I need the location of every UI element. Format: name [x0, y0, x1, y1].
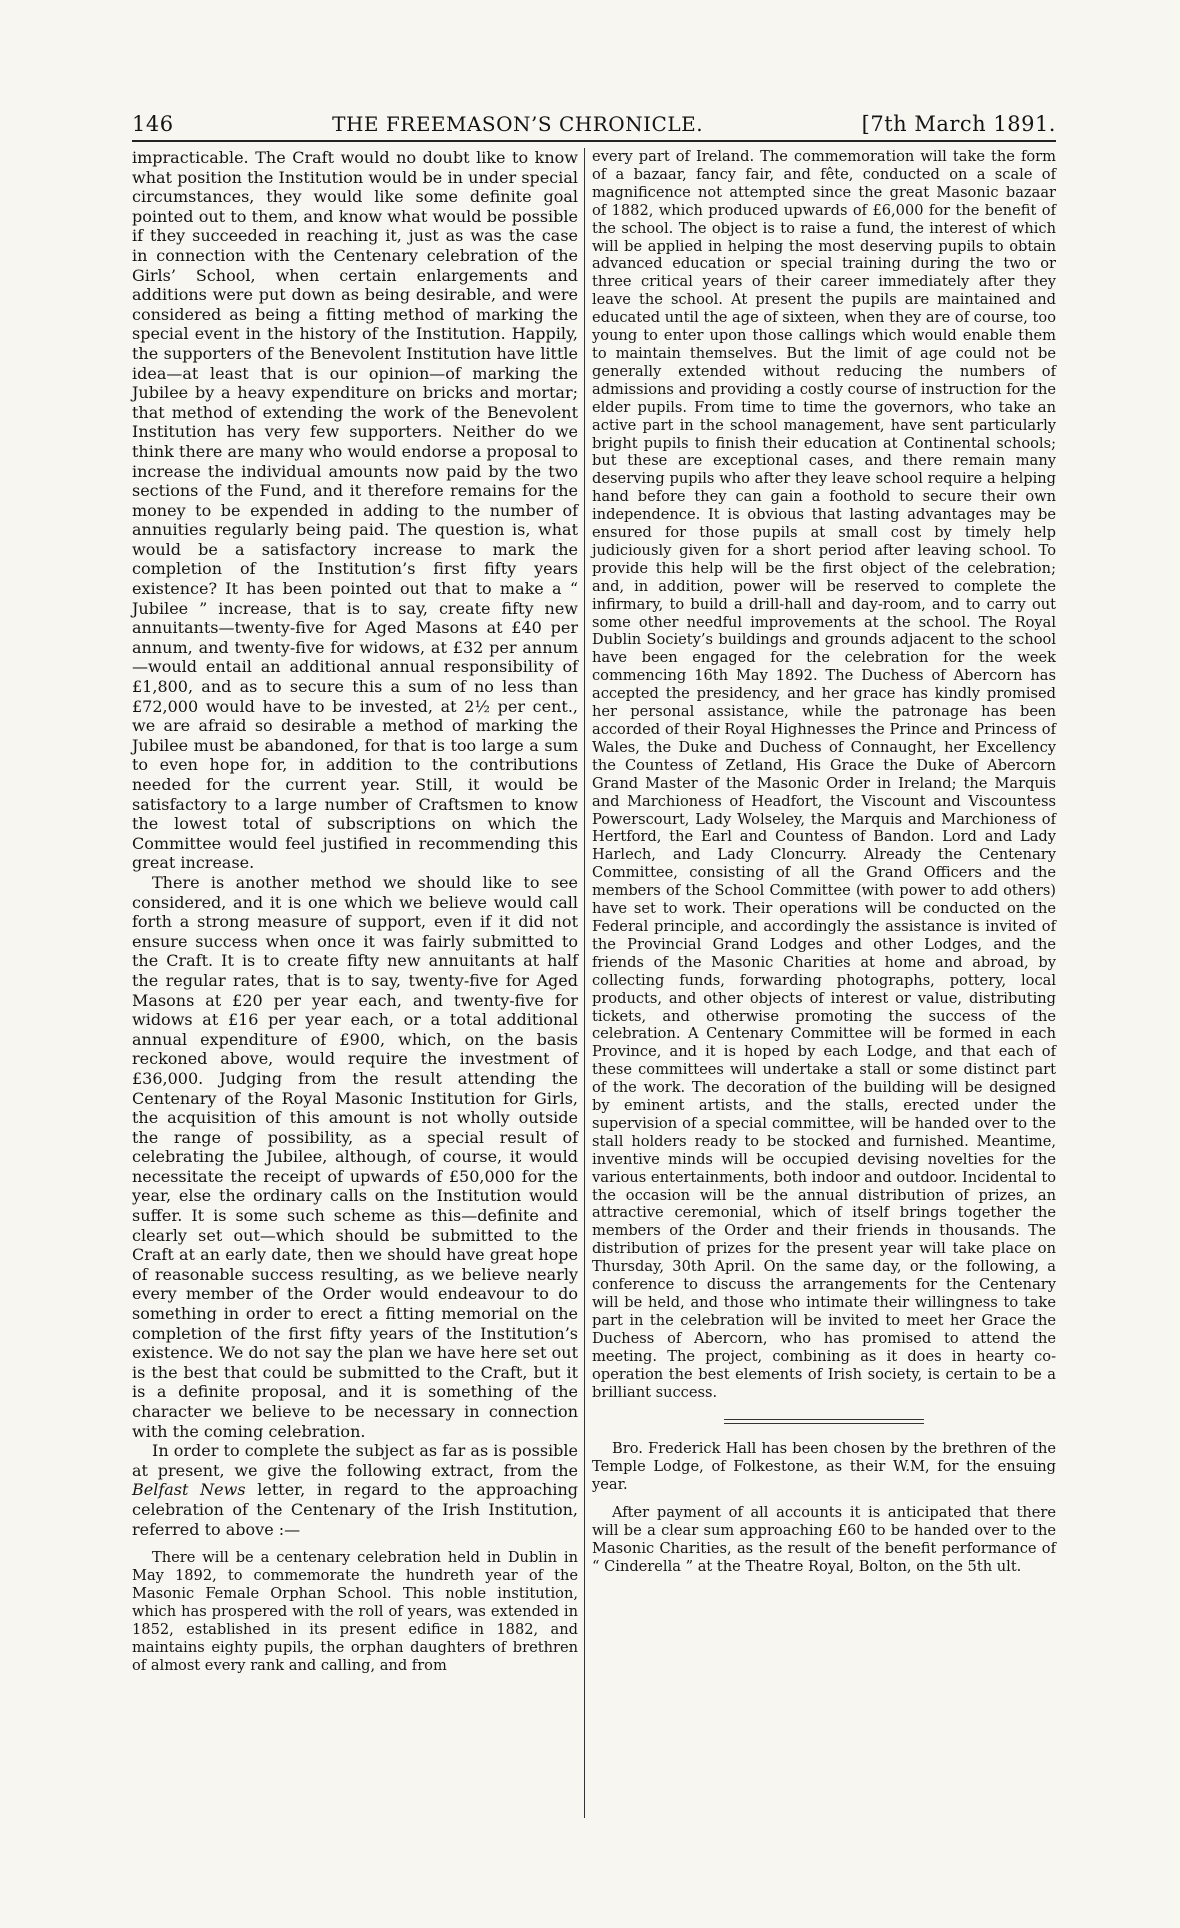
spacer	[132, 1539, 578, 1549]
newspaper-name: Belfast News	[132, 1480, 246, 1500]
paragraph: every part of Ireland. The commemoration will take the form of a bazaar, fancy fair, and fête, conducted on a scale of magnificence not attempted since the great Masonic bazaar of 1882, which produced upwards of £6,000 for the benefit of the school. The object is to raise a fund, the interest of which will be applied in helping the most deserving pupils to obtain advanced education or special training during the two or three critical years of their career immediately after they leave the school. At present the pupils are maintained and educated until the age of sixteen, when they are of course, too young to enter upon those callings which would enable them to maintain themselves. But the limit of age could not be generally extended without reducing the numbers of admissions and providing a costly course of instruction for the elder pupils. From time to time the governors, who take an active part in the school management, have sent particularly bright pupils to finish their education at Continental schools; but these are exceptional cases, and there remain many deserving pupils who after they leave school require a helping hand before they can gain a foothold to secure their own independence. It is obvious that lasting advantages may be ensured for those pupils at small cost by timely help judiciously given for a short period after leaving school. To provide this help will be the first object of the celebration; and, in addition, power will be reserved to complete the infirmary, to build a drill-hall and day-room, and to carry out some other needful improvements at the school. The Royal Dublin Society’s buildings and grounds adjacent to the school have been engaged for the celebration for the week commencing 16th May 1892. The Duchess of Abercorn has accepted the presidency, and her grace has kindly promised her personal assistance, while the patronage has been accorded of their Royal Highnesses the Prince and Princess of Wales, the Duke and Duchess of Connaught, her Excellency the Countess of Zetland, His Grace the Duke of Abercorn Grand Master of the Masonic Order in Ireland; the Marquis and Marchioness of Headfort, the Viscount and Viscountess Powerscourt, Lady Wolseley, the Marquis and Marchioness of Hertford, the Earl and Countess of Bandon. Lord and Lady Harlech, and Lady Cloncurry. Already the Centenary Committee, consisting of all the Grand Officers and the members of the School Committee (with power to add others) have set to work. Their operations will be conducted on the Federal principle, and accordingly the assistance is invited of the Provincial Grand Lodges and other Lodges, and the friends of the Masonic Charities at home and abroad, by collecting funds, forwarding photographs, pottery, local products, and other objects of interest or value, distributing tickets, and otherwise promoting the success of the celebration. A Centenary Committee will be formed in each Province, and it is hoped by each Lodge, and that each of these committees will undertake a stall or some distinct part of the work. The decoration of the building will be designed by eminent artists, and the stalls, erected under the supervision of a special committee, will be handed over to the stall holders ready to be stocked and furnished. Meantime, inventive minds will be occupied devising novelties for the various entertainments, both indoor and outdoor. Incidental to the occasion will be the annual distribution of prizes, an attractive ceremonial, which of itself brings together the members of the Order and their friends in thousands. The distribution of prizes for the present year will take place on Thursday, 30th April. On the same day, or the following, a conference to discuss the arrangements for the Centenary will be held, and those who intimate their willingness to take part in the celebration will be invited to meet her Grace the Duchess of Abercorn, who has promised to attend the meeting. The project, combining as it does in hearty co-operation the best elements of Irish society, is certain to be a brilliant success.	[592, 148, 1056, 1401]
section-separator	[724, 1419, 924, 1424]
issue-date: [7th March 1891.	[861, 112, 1056, 136]
header-rule	[132, 140, 1056, 142]
right-column	[592, 148, 1056, 1576]
paragraph-text: letter, in regard to the approaching celebration of the Centenary of the Irish Institution, referred to above :—	[132, 1480, 579, 1539]
paragraph: There is another method we should like to see considered, and it is one which we believe would call forth a strong measure of support, even if it did not ensure success when once it was fairly submitted to the Craft. It is to create fifty new annuitants at half the regular rates, that is to say, twenty-five for Aged Masons at £20 per year each, and twenty-five for widows at £16 per year each, or a total additional annual expenditure of £900, which, on the basis reckoned above, would require the investment of £36,000. Judging from the result attending the Centenary of the Royal Masonic Institution for Girls, the acquisition of this amount is not wholly outside the range of possibility, as a special result of celebrating the Jubilee, although, of course, it would necessitate the receipt of upwards of £50,000 for the year, else the ordinary calls on the Institution would suffer. It is some such scheme as this—definite and clearly set out—which should be submitted to the Craft at an early date, then we should have great hope of reasonable success resulting, as we believe nearly every member of the Order would endeavour to do something in order to erect a fitting memorial on the completion of the first fifty years of the Institution’s existence. We do not say the plan we have here set out is the best that could be submitted to the Craft, but it is a definite proposal, and it is something of the character we believe to be necessary in connection with the coming celebration.	[132, 872, 578, 1441]
paragraph-text: In order to complete the subject as far as is possible at present, we give the following extract, from the	[132, 1441, 578, 1480]
paragraph: After payment of all accounts it is anticipated that there will be a clear sum approaching £60 to be handed over to the Masonic Charities, as the result of the benefit performance of “ Cinderella ” at the Theatre Royal, Bolton, on the 5th ult.	[592, 1504, 1056, 1575]
page-number: 146	[132, 112, 174, 136]
paragraph: Bro. Frederick Hall has been chosen by the brethren of the Temple Lodge, of Folkestone, as their W.M, for the ensuing year.	[592, 1440, 1056, 1494]
paragraph: impracticable. The Craft would no doubt like to know what position the Institution would be in under special circumstances, they would like some definite goal pointed out to them, and know what would be possible if they succeeded in reaching it, just as was the case in connection with the Centenary celebration of the Girls’ School, when certain enlargements and additions were put down as being desirable, and were considered as being a fitting method of marking the special event in the history of the Institution. Happily, the supporters of the Benevolent Institution have little idea—at least that is our opinion—of marking the Jubilee by a heavy expenditure on bricks and mortar; that method of extending the work of the Benevolent Institution has very few supporters. Neither do we think there are many who would endorse a proposal to increase the individual amounts now paid by the two sections of the Fund, and it therefore remains for the money to be expended in adding to the number of annuities regularly being paid. The question is, what would be a satisfactory increase to mark the completion of the Institution’s first fifty years existence? It has been pointed out that to make a “ Jubilee ” increase, that is to say, create fifty new annuitants—twenty-five for Aged Masons at £40 per annum, and twenty-five for widows, at £32 per annum—would entail an additional annual responsibility of £1,800, and as to secure this a sum of no less than £72,000 would have to be invested, at 2½ per cent., we are afraid so desirable a method of marking the Jubilee must be abandoned, for that is too large a sum to even hope for, in addition to the contributions needed for the current year. Still, it would be satisfactory to a large number of Craftsmen to know the lowest total of subscriptions on which the Committee would feel justified in recommending this great increase.	[132, 148, 578, 873]
extract-paragraph: There will be a centenary celebration held in Dublin in May 1892, to commemorate the hundreth year of the Masonic Female Orphan School. This noble institution, which has prospered with the roll of years, was extended in 1852, established in its present edifice in 1882, and maintains eighty pupils, the orphan daughters of brethren of almost every rank and calling, and from	[132, 1549, 578, 1674]
publication-title: THE FREEMASON’S CHRONICLE.	[332, 112, 704, 136]
masthead	[132, 100, 1056, 136]
spacer	[592, 1494, 1056, 1504]
left-column	[132, 148, 578, 1675]
column-divider	[584, 148, 585, 1818]
paragraph	[132, 1441, 578, 1539]
